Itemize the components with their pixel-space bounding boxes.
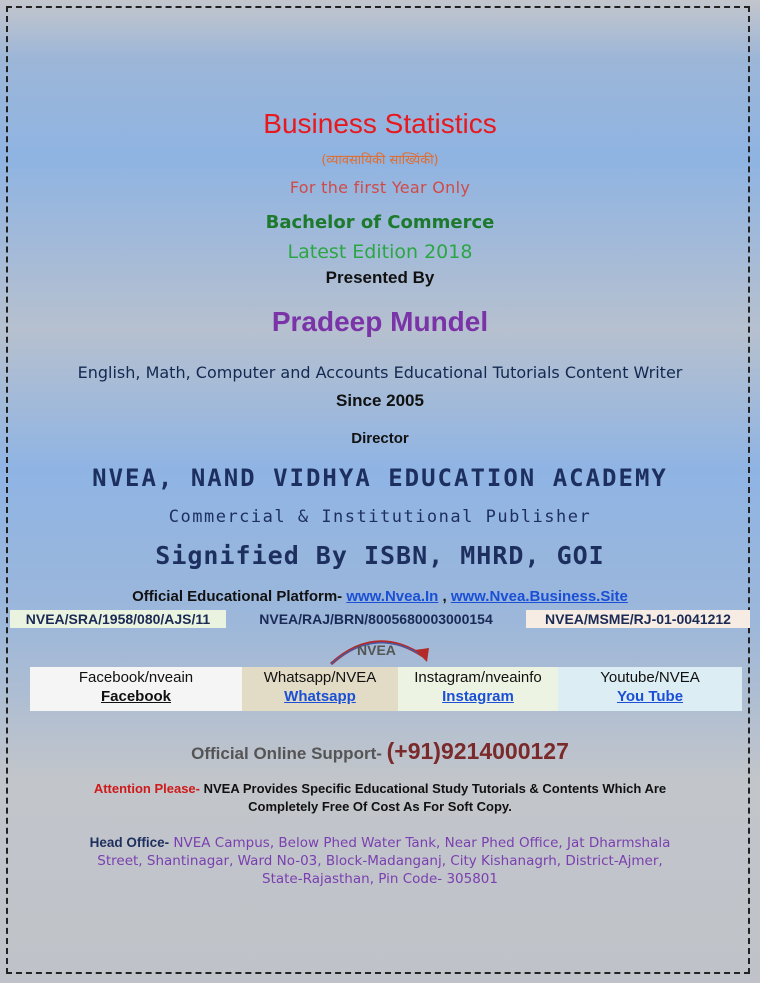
office-line-2: Street, Shantinagar, Ward No-03, Block-Madanganj, City Kishanagrh, District-Ajmer, xyxy=(97,853,663,869)
facebook-link[interactable]: Facebook xyxy=(100,688,172,705)
registration-raj: NVEA/RAJ/BRN/8005680003000154 xyxy=(259,611,493,627)
attention-label: Attention Please- xyxy=(93,781,200,796)
online-support xyxy=(0,738,760,765)
attention-note xyxy=(0,780,760,816)
author-role: English, Math, Computer and Accounts Educational Tutorials Content Writer xyxy=(77,363,683,382)
social-links-table xyxy=(30,667,742,711)
whatsapp-handle: Whatsapp/NVEA xyxy=(263,669,377,686)
platform-label: Official Educational Platform- xyxy=(132,588,343,605)
office-line-1: NVEA Campus, Below Phed Water Tank, Near Phed Office, Jat Dharmshala xyxy=(173,835,671,851)
presented-by: Presented By xyxy=(325,268,435,287)
facebook-handle: Facebook/nveain xyxy=(78,669,194,686)
registration-bar xyxy=(10,610,750,628)
attention-line-1: NVEA Provides Specific Educational Study Tutorials & Contents Which Are xyxy=(203,781,667,796)
instagram-handle: Instagram/nveainfo xyxy=(414,669,542,686)
whatsapp-link[interactable]: Whatsapp xyxy=(284,688,356,705)
book-title: Business Statistics xyxy=(263,108,497,139)
platform-separator: , xyxy=(442,588,447,605)
signified-label: Signified By ISBN, MHRD, GOI xyxy=(155,541,605,570)
educational-platform xyxy=(0,588,760,605)
first-year-note: For the first Year Only xyxy=(289,178,471,197)
director-label: Director xyxy=(351,430,409,447)
author-name: Pradeep Mundel xyxy=(271,306,489,337)
office-line-3: State-Rajasthan, Pin Code- 305801 xyxy=(262,871,498,887)
academy-name: NVEA, NAND VIDHYA EDUCATION ACADEMY xyxy=(92,464,668,492)
edition-label: Latest Edition 2018 xyxy=(287,241,473,263)
instagram-link[interactable]: Instagram xyxy=(442,688,514,705)
office-label: Head Office- xyxy=(89,835,170,850)
nvea-in-link[interactable]: www.Nvea.In xyxy=(346,588,439,605)
registration-sra: NVEA/SRA/1958/080/AJS/11 xyxy=(10,610,226,628)
youtube-handle: Youtube/NVEA xyxy=(600,669,700,686)
support-phone: (+91)9214000127 xyxy=(386,738,569,764)
youtube-link[interactable]: You Tube xyxy=(616,688,684,705)
social-youtube xyxy=(558,667,742,711)
support-label: Official Online Support- xyxy=(191,744,382,763)
social-whatsapp xyxy=(242,667,398,711)
social-instagram xyxy=(398,667,558,711)
degree-name: Bachelor of Commerce xyxy=(265,212,495,233)
publisher-label: Commercial & Institutional Publisher xyxy=(168,507,592,527)
nvea-badge: NVEA xyxy=(357,642,396,658)
hindi-subtitle: (व्यावसायिकी साख्यिंकी) xyxy=(321,153,439,168)
attention-line-2: Completely Free Of Cost As For Soft Copy. xyxy=(248,799,512,814)
head-office xyxy=(0,834,760,888)
nvea-business-link[interactable]: www.Nvea.Business.Site xyxy=(450,588,628,605)
social-facebook xyxy=(30,667,242,711)
since-year: Since 2005 xyxy=(336,391,424,410)
registration-msme: NVEA/MSME/RJ-01-0041212 xyxy=(526,610,750,628)
